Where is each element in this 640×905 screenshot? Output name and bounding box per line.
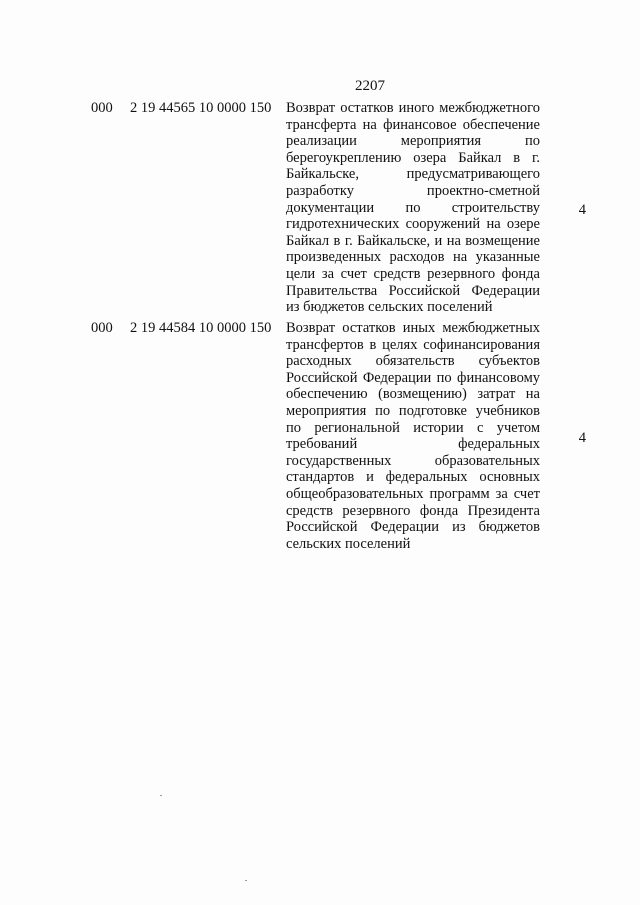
scan-speck [160,795,162,796]
row-amount: 4 [578,202,586,218]
row-amount: 4 [578,430,586,446]
scan-speck [245,880,247,881]
row-description: Возврат остатков иного межбюджетного трансферта на финансовое обеспечение реализации мероприятия по берегоукреплению озера Байкал в г. Байкальске, предусматривающего разработку проектно-сметной документации по строительству гидротехнических сооружений на озере Байкал в г. Байкальске, и на возмещение произведенных расходов на указанные цели за счет средств резервного фонда Правительства Российской Федерации из бюджетов сельских поселений [286,100,540,316]
budget-classification-code: 2 19 44584 10 0000 150 [130,320,272,336]
budget-classification-code: 2 19 44565 10 0000 150 [130,100,272,116]
page-number: 2207 [355,78,385,94]
admin-code: 000 [91,100,113,116]
row-description: Возврат остатков иных межбюджетных трансфертов в целях софинансирования расходных обязательств субъектов Российской Федерации по финансовому обеспечению (возмещению) затрат на мероприятия по подготовке учебников по региональной истории с учетом требований федеральных государственных образовательных стандартов и федеральных основных общеобразовательных программ за счет средств резервного фонда Президента Российской Федерации из бюджетов сельских поселений [286,320,540,552]
admin-code: 000 [91,320,113,336]
